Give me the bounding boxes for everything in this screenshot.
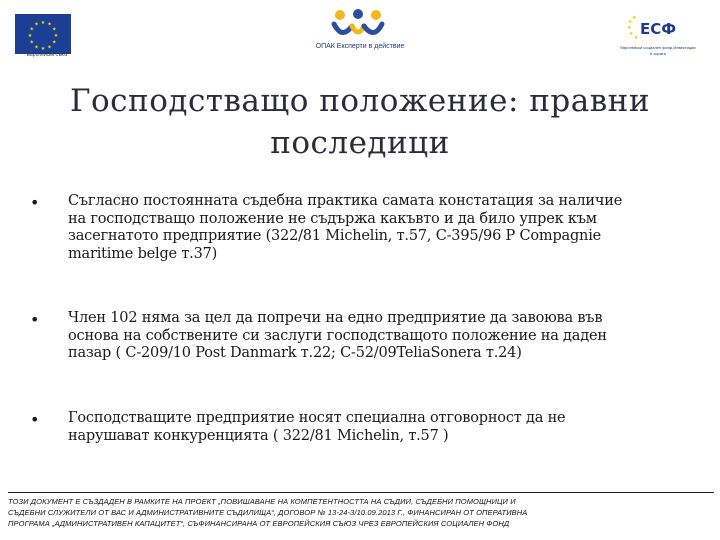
svg-text:★: ★ bbox=[632, 15, 637, 21]
svg-text:★: ★ bbox=[29, 26, 34, 33]
svg-text:★: ★ bbox=[27, 33, 33, 39]
page-title bbox=[40, 80, 680, 164]
esf-brand-text: ЕСФ bbox=[640, 20, 677, 38]
footer-divider bbox=[8, 492, 714, 493]
bullet-marker: • bbox=[30, 310, 40, 329]
svg-text:★: ★ bbox=[53, 33, 59, 39]
svg-text:★: ★ bbox=[634, 35, 639, 41]
esf-caption: Европейски социален фонд Инвестиции в хората bbox=[620, 45, 696, 56]
svg-text:★: ★ bbox=[629, 31, 634, 37]
bullet-text bbox=[68, 410, 680, 445]
header bbox=[0, 0, 720, 70]
title-line-1: Господстващо положение: правни bbox=[69, 83, 651, 119]
svg-text:★: ★ bbox=[52, 39, 57, 46]
svg-text:★: ★ bbox=[34, 21, 39, 28]
svg-text:★: ★ bbox=[47, 21, 52, 28]
bullet-line: на господстващо положение не съдържа какъвто и да било упрек към bbox=[68, 210, 597, 227]
bullet-line: пазар ( C-209/10 Post Danmark т.22; C-52/09TeliaSonera т.24) bbox=[68, 345, 522, 361]
svg-text:★: ★ bbox=[628, 19, 633, 25]
svg-text:★: ★ bbox=[47, 44, 52, 51]
bullet-line: maritime belge т.37) bbox=[68, 245, 218, 262]
svg-text:★: ★ bbox=[40, 46, 46, 52]
footer-line: СЪДЕБНИ СЛУЖИТЕЛИ ОТ ВАС И АДМИНИСТРАТИВНИТЕ СЪДИЛИЩА“, ДОГОВОР № 13-24-3/10.09.2013 Г., ФИНАНСИРАН ОТ ОПЕРАТИВНА bbox=[8, 508, 528, 517]
svg-text:★: ★ bbox=[34, 44, 39, 51]
eu-caption: Европейски съюз bbox=[26, 52, 68, 58]
eu-flag-logo bbox=[15, 14, 71, 54]
svg-text:★: ★ bbox=[627, 25, 632, 31]
bullet-line: Господстващите предприятие носят специална отговорност да не bbox=[68, 410, 566, 426]
esf-logo bbox=[626, 14, 686, 42]
footer-disclaimer bbox=[8, 496, 714, 529]
footer-line: ПРОГРАМА „АДМИНИСТРАТИВЕН КАПАЦИТЕТ“, СЪФИНАНСИРАНА ОТ ЕВРОПЕЙСКИЯ СЪЮЗ ЧРЕЗ ЕВРОПЕЙСКИЯ СОЦИАЛЕН ФОНД bbox=[8, 519, 510, 528]
bullet-line: нарушават конкуренцията ( 322/81 Michelin, т.57 ) bbox=[68, 427, 449, 444]
bullet-marker: • bbox=[30, 410, 40, 429]
bullet-line: Член 102 няма за цел да попречи на едно предприятие да завоюва във bbox=[68, 310, 603, 326]
title-line-2: последици bbox=[270, 125, 450, 161]
svg-text:★: ★ bbox=[29, 39, 34, 46]
bullet-marker: • bbox=[30, 193, 40, 212]
bullet-text bbox=[68, 310, 680, 363]
bullet-line: засегнатото предприятие (322/81 Michelin, т.57, C-395/96 P Compagnie bbox=[68, 228, 602, 244]
bullet-text bbox=[68, 193, 680, 263]
bullet-line: Съгласно постоянната съдебна практика самата констатация за наличие bbox=[68, 193, 623, 209]
svg-text:★: ★ bbox=[40, 20, 46, 26]
opak-logo bbox=[330, 8, 386, 42]
bullet-line: основа на собствените си заслуги господстващото положение на даден bbox=[68, 327, 607, 344]
footer-line: ТОЗИ ДОКУМЕНТ Е СЪЗДАДЕН В РАМКИТЕ НА ПРОЕКТ „ПОВИШАВАНЕ НА КОМПЕТЕНТНОСТТА НА СЪДИИ, СЪДЕБНИ ПОМОЩНИЦИ И bbox=[8, 497, 516, 506]
opak-caption: ОПАК Експерти в действие bbox=[315, 43, 405, 50]
svg-text:★: ★ bbox=[52, 26, 57, 33]
